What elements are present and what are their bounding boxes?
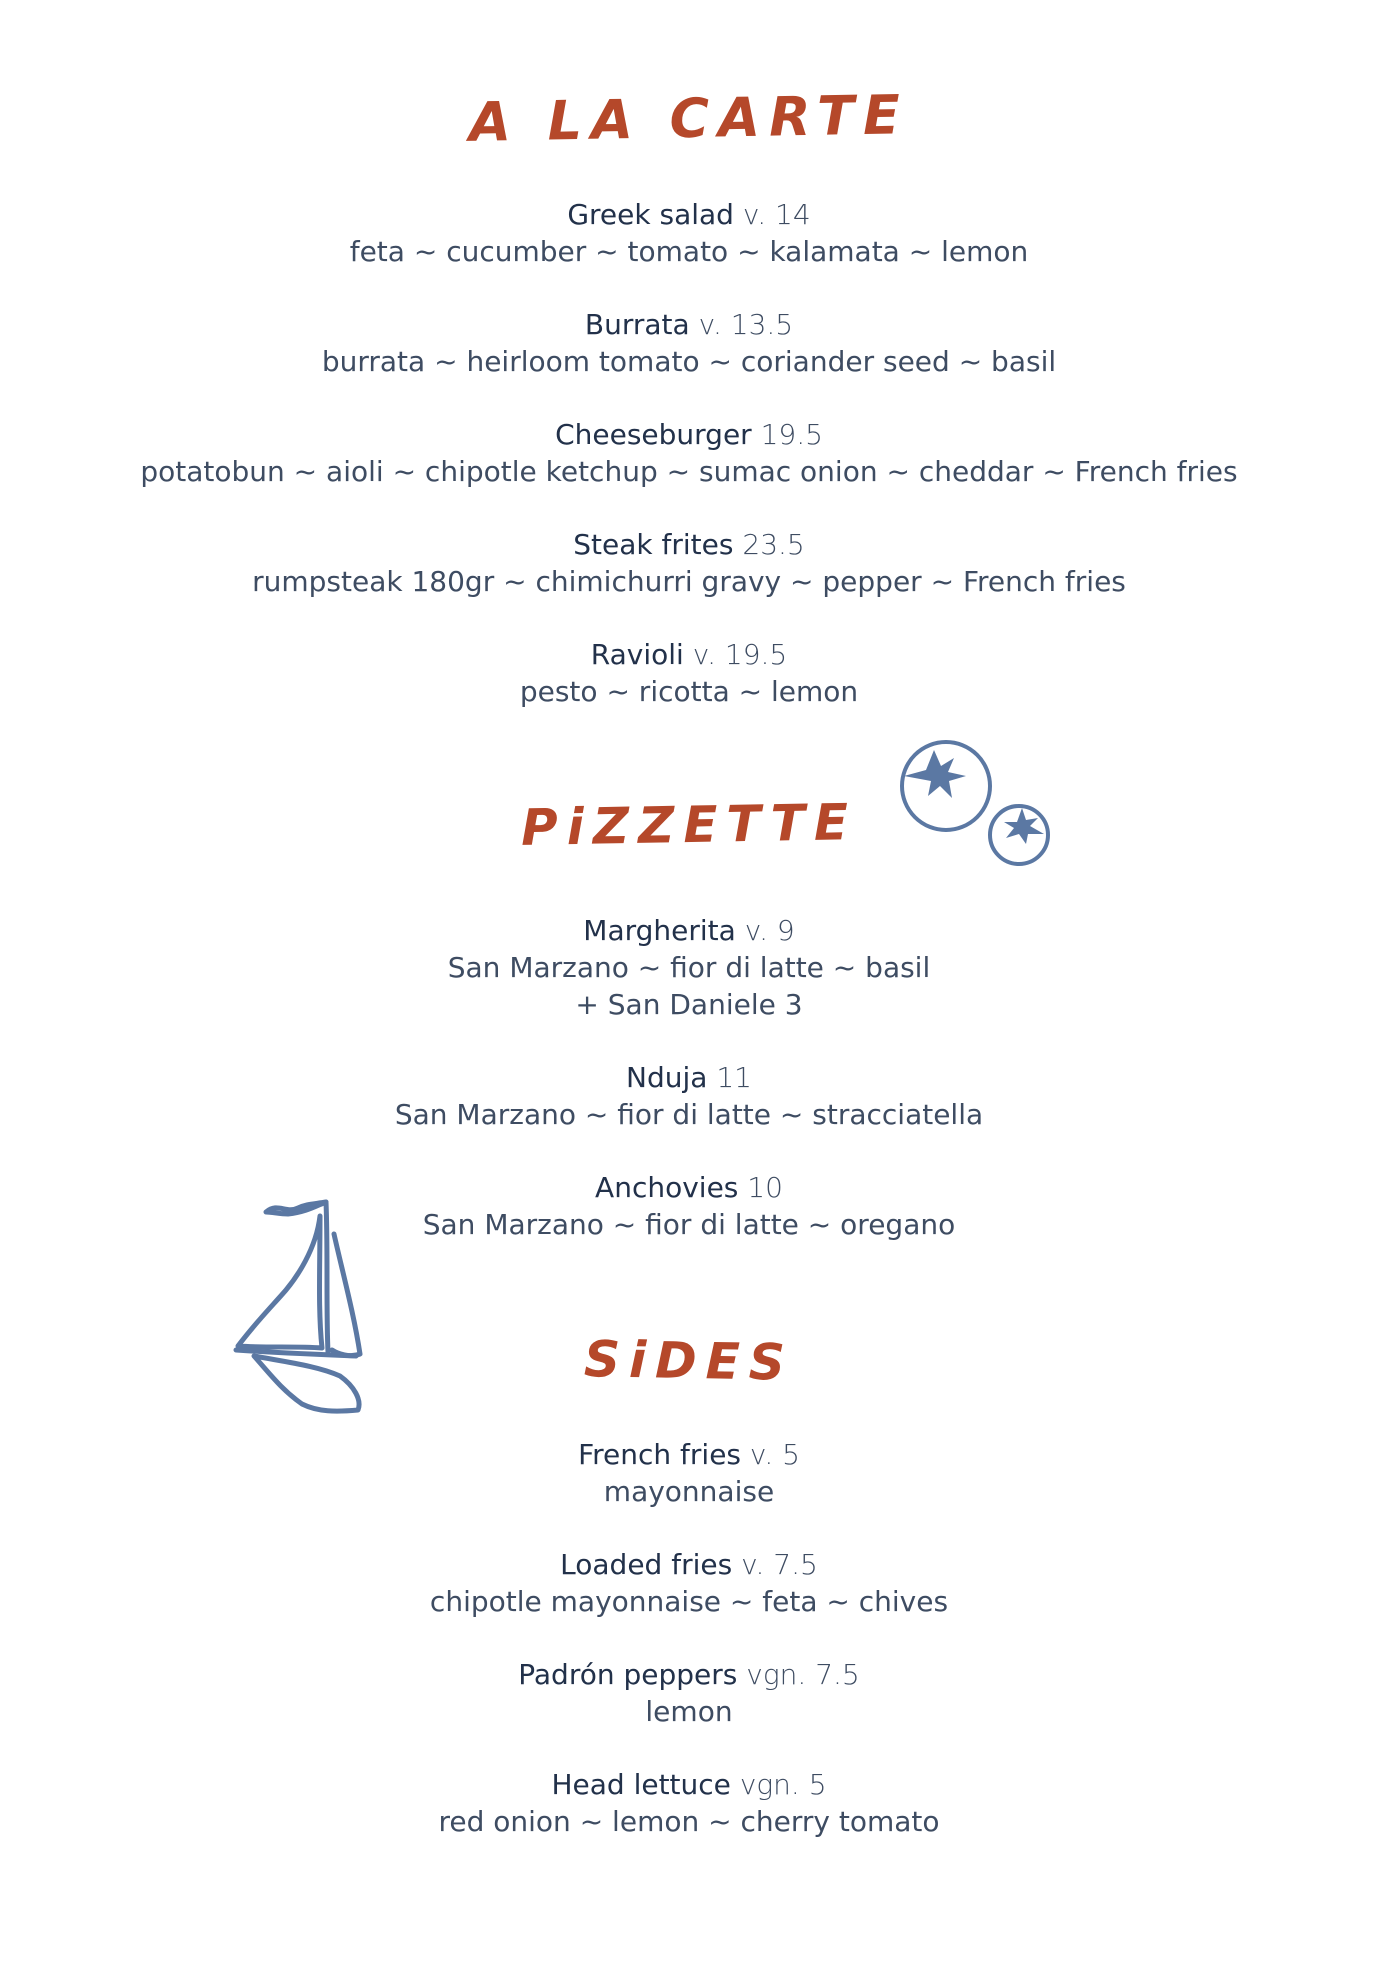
item-name: Greek salad xyxy=(567,198,734,231)
item-description: San Marzano ~ fior di latte ~ oregano xyxy=(422,1208,956,1241)
sides-heading-wrap xyxy=(0,1330,1378,1392)
item-description: potatobun ~ aioli ~ chipotle ketchup ~ sumac onion ~ cheddar ~ French fries xyxy=(140,455,1238,488)
pizzette-heading-wrap xyxy=(0,793,1378,857)
item-description: feta ~ cucumber ~ tomato ~ kalamata ~ lemon xyxy=(349,235,1029,268)
item-price: 10 xyxy=(747,1171,783,1204)
item-name: Head lettuce xyxy=(551,1768,731,1801)
item-description: San Marzano ~ fior di latte ~ stracciatella xyxy=(394,1098,984,1131)
item-price: 11 xyxy=(716,1061,752,1094)
a-la-carte-heading: A LA CARTE xyxy=(468,83,910,154)
a-la-carte-item xyxy=(0,526,1378,600)
pizzette-item xyxy=(0,1059,1378,1133)
item-name: Padrón peppers xyxy=(518,1658,738,1691)
pizzette-item xyxy=(0,1169,1378,1243)
item-price: v. 13.5 xyxy=(698,308,794,341)
a-la-carte-heading-wrap xyxy=(0,83,1378,154)
item-description: chipotle mayonnaise ~ feta ~ chives xyxy=(429,1585,949,1618)
item-name: Nduja xyxy=(626,1061,708,1094)
item-description: red onion ~ lemon ~ cherry tomato xyxy=(438,1805,940,1838)
a-la-carte-item xyxy=(0,636,1378,710)
item-price: v. 14 xyxy=(742,198,811,231)
item-description: San Marzano ~ fior di latte ~ basil xyxy=(447,951,931,984)
sides-item xyxy=(0,1436,1378,1510)
pizzette-heading: PiZZETTE xyxy=(520,793,858,857)
pizzette-item xyxy=(0,912,1378,1023)
item-price: 19.5 xyxy=(760,418,823,451)
item-price: vgn. 7.5 xyxy=(746,1658,860,1691)
sides-item xyxy=(0,1656,1378,1730)
item-price: v. 5 xyxy=(749,1438,800,1471)
item-name: Cheeseburger xyxy=(555,418,752,451)
item-price: v. 7.5 xyxy=(741,1548,818,1581)
item-description: burrata ~ heirloom tomato ~ coriander seed ~ basil xyxy=(321,345,1057,378)
item-price: 23.5 xyxy=(742,528,805,561)
sides-item xyxy=(0,1766,1378,1840)
item-description: rumpsteak 180gr ~ chimichurri gravy ~ pepper ~ French fries xyxy=(252,565,1126,598)
a-la-carte-item xyxy=(0,306,1378,380)
a-la-carte-item xyxy=(0,196,1378,270)
item-name: French fries xyxy=(578,1438,742,1471)
item-name: Margherita xyxy=(583,914,736,947)
item-price: v. 9 xyxy=(744,914,795,947)
item-name: Burrata xyxy=(584,308,690,341)
item-description: lemon xyxy=(645,1695,733,1728)
item-price: vgn. 5 xyxy=(739,1768,827,1801)
item-name: Loaded fries xyxy=(560,1548,733,1581)
item-extra: + San Daniele 3 xyxy=(575,988,803,1021)
item-description: pesto ~ ricotta ~ lemon xyxy=(519,675,859,708)
sides-item xyxy=(0,1546,1378,1620)
item-name: Ravioli xyxy=(590,638,684,671)
sides-heading: SiDES xyxy=(583,1330,795,1392)
item-name: Anchovies xyxy=(595,1171,739,1204)
item-name: Steak frites xyxy=(573,528,734,561)
item-price: v. 19.5 xyxy=(692,638,788,671)
a-la-carte-item xyxy=(0,416,1378,490)
item-description: mayonnaise xyxy=(603,1475,775,1508)
